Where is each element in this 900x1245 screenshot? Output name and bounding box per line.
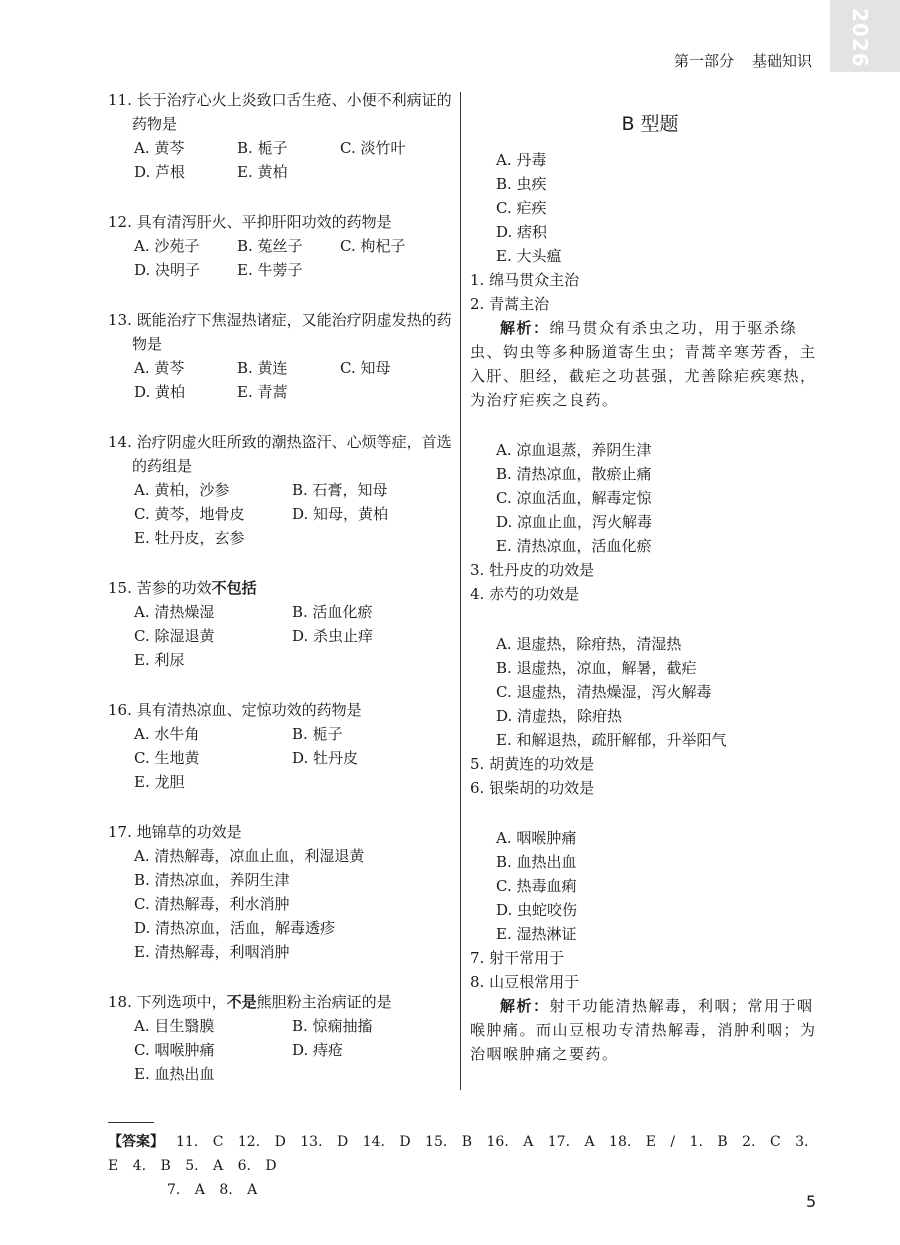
question: [108, 990, 458, 1086]
option: C. 热毒血痢: [496, 877, 577, 895]
option: B. 惊痫抽搐: [292, 1017, 373, 1035]
b-question: 4. 赤芍的功效是: [470, 585, 580, 603]
options: [108, 600, 458, 672]
option: C. 清热解毒，利水消肿: [134, 895, 290, 913]
answer-label: 【答案】: [108, 1134, 164, 1150]
option: E. 湿热淋证: [496, 925, 577, 943]
question-number: 18.: [108, 993, 132, 1011]
option: B. 石膏，知母: [292, 481, 388, 499]
shared-options: [470, 438, 830, 558]
spacer: [470, 800, 830, 826]
question: [108, 308, 458, 404]
option: B. 清热凉血，养阴生津: [134, 871, 290, 889]
question-stem: [108, 210, 458, 234]
question-number: 16.: [108, 701, 132, 719]
stem-text: 具有清泻肝火、平抑肝阳功效的药物是: [136, 213, 392, 231]
option: C. 疟疾: [496, 199, 547, 217]
page-number: 5: [806, 1192, 817, 1211]
option: B. 虫疾: [496, 175, 547, 193]
explanation-label: 解析：: [500, 997, 550, 1015]
answer-line-2: 7. A 8. A: [167, 1182, 258, 1198]
option: E. 清热凉血，活血化瘀: [496, 537, 652, 555]
stem-text: 既能治疗下焦湿热诸症，又能治疗阴虚发热的药物是: [132, 311, 452, 353]
option: E. 黄柏: [237, 163, 288, 181]
question-stem: [108, 88, 458, 136]
option: D. 决明子: [134, 261, 201, 279]
b-question: 5. 胡黄连的功效是: [470, 755, 595, 773]
explanation: [470, 316, 830, 412]
shared-options: [470, 148, 830, 268]
option: B. 活血化瘀: [292, 603, 373, 621]
b-question: 8. 山豆根常用于: [470, 973, 580, 991]
option: A. 咽喉肿痛: [496, 829, 577, 847]
b-question: 2. 青蒿主治: [470, 295, 550, 313]
answer-line-1: 11. C 12. D 13. D 14. D 15. B 16. A 17. A 18. E / 1. B 2. C 3. E 4. B 5. A 6. D: [108, 1134, 809, 1174]
options: [108, 356, 458, 404]
right-column: [470, 88, 830, 1092]
option: D. 牡丹皮: [292, 749, 359, 767]
option: B. 黄连: [237, 359, 288, 377]
option: E. 清热解毒，利咽消肿: [134, 943, 290, 961]
left-column: [108, 88, 458, 1112]
question: [108, 576, 458, 672]
option: A. 丹毒: [496, 151, 547, 169]
b-question: 1. 绵马贯众主治: [470, 271, 580, 289]
question-stem: [108, 308, 458, 356]
option: E. 利尿: [134, 651, 185, 669]
option: D. 杀虫止痒: [292, 627, 374, 645]
question-number: 15.: [108, 579, 132, 597]
option: C. 退虚热，清热燥湿，泻火解毒: [496, 683, 712, 701]
option: C. 凉血活血，解毒定惊: [496, 489, 652, 507]
option: E. 血热出血: [134, 1065, 215, 1083]
option: D. 虫蛇咬伤: [496, 901, 578, 919]
option: C. 枸杞子: [340, 237, 406, 255]
stem-text: 下列选项中，: [136, 993, 227, 1011]
explanation-text: 绵马贯众有杀虫之功，用于驱杀绦虫、钩虫等多种肠道寄生虫；青蒿辛寒芳香，主入肝、胆经，截疟之功甚强，尤善除疟疾寒热，为治疗疟疾之良药。: [470, 319, 817, 409]
option: B. 清热凉血，散瘀止痛: [496, 465, 652, 483]
options: [108, 1014, 458, 1086]
answer-key: [108, 1130, 828, 1202]
explanation-label: 解析：: [500, 319, 550, 337]
question: [108, 698, 458, 794]
option: D. 清虚热，除疳热: [496, 707, 623, 725]
section-heading: B 型题: [621, 113, 679, 135]
option: E. 大头瘟: [496, 247, 562, 265]
option: A. 黄柏，沙参: [134, 481, 230, 499]
option: E. 青蒿: [237, 383, 288, 401]
question: [108, 88, 458, 184]
question-group: [470, 826, 830, 1092]
option: C. 知母: [340, 359, 391, 377]
stem-text: 地锦草的功效是: [136, 823, 242, 841]
option: E. 牛蒡子: [237, 261, 303, 279]
question-stem: [108, 990, 458, 1014]
question: [108, 820, 458, 964]
question-number: 13.: [108, 311, 132, 329]
stem-text-after: 熊胆粉主治病证的是: [256, 993, 392, 1011]
column-divider: [460, 92, 461, 1090]
option: D. 清热凉血，活血，解毒透疹: [134, 919, 336, 937]
option: C. 除湿退黄: [134, 627, 215, 645]
option: B. 退虚热，凉血，解暑，截疟: [496, 659, 697, 677]
shared-options: [470, 632, 830, 752]
options: [108, 722, 458, 794]
option: B. 血热出血: [496, 853, 577, 871]
question-number: 11.: [108, 91, 132, 109]
option: A. 目生翳膜: [134, 1017, 215, 1035]
stem-text: 治疗阴虚火旺所致的潮热盗汗、心烦等症，首选的药组是: [132, 433, 452, 475]
option: A. 黄芩: [134, 139, 185, 157]
option: D. 知母，黄柏: [292, 505, 389, 523]
option: A. 退虚热，除疳热，清湿热: [496, 635, 682, 653]
year-label: 2026: [848, 8, 872, 68]
option: B. 栀子: [237, 139, 288, 157]
options: [108, 478, 458, 550]
option: C. 生地黄: [134, 749, 200, 767]
b-question: 3. 牡丹皮的功效是: [470, 561, 595, 579]
option: D. 痞积: [496, 223, 548, 241]
options: [108, 136, 458, 184]
running-header: [674, 50, 812, 71]
option: B. 菟丝子: [237, 237, 303, 255]
options: [108, 234, 458, 282]
spacer: [470, 1066, 830, 1092]
stem-text: 具有清热凉血、定惊功效的药物是: [136, 701, 362, 719]
option: A. 黄芩: [134, 359, 185, 377]
question-stem: [108, 820, 458, 844]
b-question: 6. 银柴胡的功效是: [470, 779, 595, 797]
spacer: [470, 606, 830, 632]
year-tab: [830, 0, 900, 72]
option: A. 沙苑子: [134, 237, 200, 255]
option: A. 清热燥湿: [134, 603, 215, 621]
question-number: 17.: [108, 823, 132, 841]
question-group: [470, 438, 830, 632]
b-type-groups: [470, 148, 830, 1092]
option: C. 咽喉肿痛: [134, 1041, 215, 1059]
question-group: [470, 632, 830, 826]
option: E. 龙胆: [134, 773, 185, 791]
spacer: [470, 412, 830, 438]
stem-text: 苦参的功效: [136, 579, 212, 597]
stem-emphasis: 不包括: [211, 579, 257, 597]
option: C. 淡竹叶: [340, 139, 406, 157]
question-stem: [108, 430, 458, 478]
question-stem: [108, 698, 458, 722]
question-stem: [108, 576, 458, 600]
question-number: 14.: [108, 433, 132, 451]
explanation: [470, 994, 830, 1066]
option: E. 和解退热，疏肝解郁，升举阳气: [496, 731, 727, 749]
option: E. 牡丹皮，玄参: [134, 529, 245, 547]
part-title: 第一部分: [673, 52, 734, 70]
option: D. 凉血止血，泻火解毒: [496, 513, 653, 531]
explanation-text: 射干功能清热解毒，利咽；常用于咽喉肿痛。而山豆根功专清热解毒，消肿利咽；为治咽喉肿痛之要药。: [470, 997, 817, 1063]
option: A. 水牛角: [134, 725, 200, 743]
question: [108, 210, 458, 282]
option: D. 黄柏: [134, 383, 186, 401]
answer-rule: [108, 1122, 154, 1123]
shared-options: [470, 826, 830, 946]
question-number: 12.: [108, 213, 132, 231]
option: B. 栀子: [292, 725, 343, 743]
options: [108, 844, 458, 964]
b-question: 7. 射干常用于: [470, 949, 565, 967]
question: [108, 430, 458, 550]
option: C. 黄芩，地骨皮: [134, 505, 245, 523]
question-group: [470, 148, 830, 438]
stem-text: 长于治疗心火上炎致口舌生疮、小便不利病证的药物是: [132, 91, 452, 133]
option: D. 芦根: [134, 163, 186, 181]
option: D. 痔疮: [292, 1041, 344, 1059]
stem-emphasis: 不是: [226, 993, 257, 1011]
section-title: 基础知识: [751, 52, 812, 70]
option: A. 清热解毒，凉血止血，利湿退黄: [134, 847, 365, 865]
option: A. 凉血退蒸，养阴生津: [496, 441, 652, 459]
